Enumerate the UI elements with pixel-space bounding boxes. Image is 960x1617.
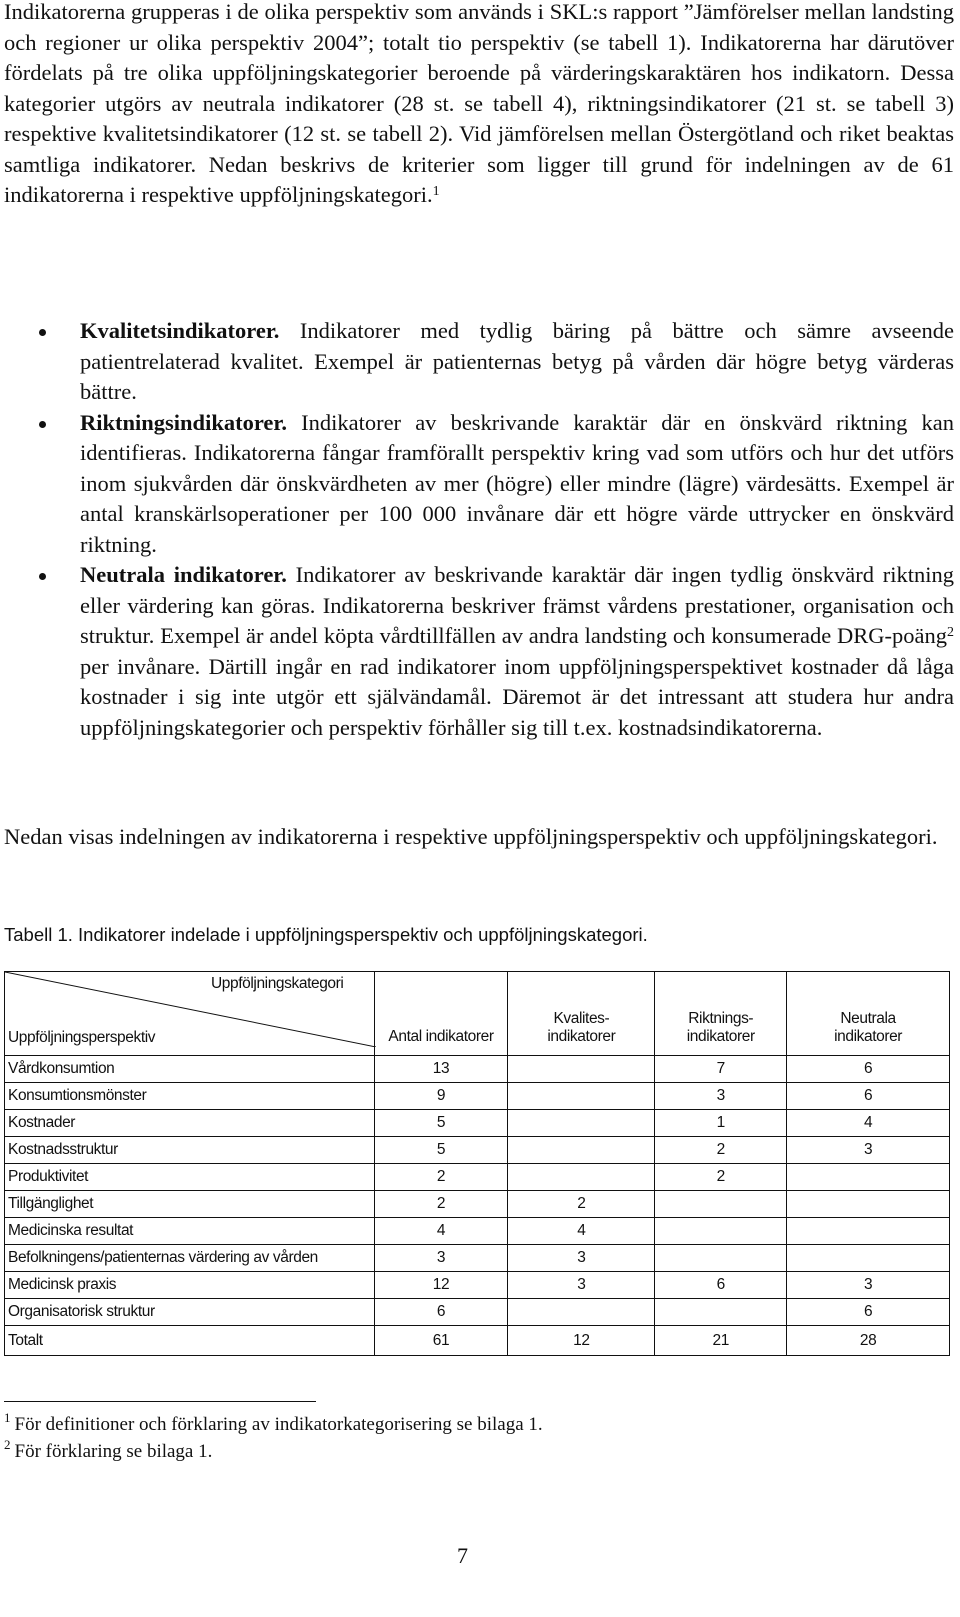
- table-row: [5, 1272, 950, 1299]
- row-label: Produktivitet: [5, 1164, 375, 1191]
- bullet-icon: [39, 573, 46, 580]
- indicator-table: [4, 971, 950, 1356]
- row-label: Tillgänglighet: [5, 1191, 375, 1218]
- row-label: Medicinska resultat: [5, 1218, 375, 1245]
- table-row: [5, 1083, 950, 1110]
- row-label: Konsumtionsmönster: [5, 1083, 375, 1110]
- page-number: 7: [457, 1543, 468, 1568]
- cell-neutral: [787, 1191, 950, 1218]
- list-item-kvalitet: [4, 316, 954, 408]
- cell-riktning: 1: [655, 1110, 787, 1137]
- header-riktning: Riktnings- indikatorer: [655, 972, 787, 1056]
- category-text: Indikatorer med tydlig bäring på bättre och sämre avseende patientrelaterad kvalitet. Exempel är patienternas betyg på vården där högre betyg värderas bättre.: [80, 318, 954, 404]
- footnote-text: För förklaring se bilaga 1.: [14, 1441, 213, 1462]
- cell-antal: 9: [374, 1083, 508, 1110]
- intro-text: Indikatorerna grupperas i de olika perspektiv som används i SKL:s rapport ”Jämförelser mellan landsting och regioner ur olika perspektiv 2004”; totalt tio perspektiv (se tabell 1). Indikatorerna har därutöver fördelats på tre olika uppföljningskategorier beroende på värderingskaraktären hos indikatorn. Dessa kategorier utgörs av neutrala indikatorer (28 st. se tabell 4), riktningsindikatorer (21 st. se tabell 3) respektive kvalitetsindikatorer (12 st. se tabell 2). Vid jämförelsen mellan Östergötland och riket beaktas samtliga indikatorer. Nedan beskrivs de kriterier som ligger till grund för indelningen av de 61 indikatorerna i respektive uppföljningskategori.: [4, 0, 954, 207]
- row-label: Kostnadsstruktur: [5, 1137, 375, 1164]
- cell-antal: 5: [374, 1137, 508, 1164]
- cell-kvalitet: [508, 1083, 655, 1110]
- cell-kvalitet: [508, 1164, 655, 1191]
- row-label: Kostnader: [5, 1110, 375, 1137]
- table-caption: Tabell 1. Indikatorer indelade i uppföljningsperspektiv och uppföljningskategori.: [4, 924, 648, 945]
- cell-riktning: 7: [655, 1056, 787, 1083]
- cell-riktning: 21: [655, 1326, 787, 1356]
- closing-paragraph: Nedan visas indelningen av indikatorerna i respektive uppföljningsperspektiv och uppföljningskategori.: [4, 824, 938, 849]
- cell-neutral: 28: [787, 1326, 950, 1356]
- cell-riktning: 6: [655, 1272, 787, 1299]
- category-text: Indikatorer av beskrivande karaktär där ingen tydlig önskvärd riktning eller värdering kan göras. Indikatorerna beskriver främst vårdens prestationer, organisation och struktur. Exempel är andel köpta vårdtillfällen av andra landsting och konsumerade DRG-poäng: [80, 562, 954, 648]
- row-label: Totalt: [5, 1326, 375, 1356]
- category-term: Riktningsindikatorer.: [80, 409, 287, 435]
- list-item-riktning: [4, 408, 954, 561]
- table-header-row: [5, 972, 950, 1056]
- cell-neutral: 6: [787, 1083, 950, 1110]
- cell-kvalitet: 4: [508, 1218, 655, 1245]
- bullet-icon: [39, 421, 46, 428]
- cell-neutral: 6: [787, 1056, 950, 1083]
- table-row: [5, 1218, 950, 1245]
- table-row: [5, 1056, 950, 1083]
- cell-antal: 2: [374, 1164, 508, 1191]
- category-term: Kvalitetsindikatorer.: [80, 318, 280, 343]
- cell-kvalitet: [508, 1137, 655, 1164]
- bullet-icon: [39, 329, 46, 336]
- cell-neutral: [787, 1218, 950, 1245]
- cell-riktning: 2: [655, 1137, 787, 1164]
- footnote-number: 2: [4, 1437, 11, 1452]
- cell-kvalitet: [508, 1056, 655, 1083]
- cell-antal: 5: [374, 1110, 508, 1137]
- header-antal: Antal indikatorer: [374, 972, 508, 1056]
- cell-antal: 2: [374, 1191, 508, 1218]
- cell-riktning: [655, 1299, 787, 1326]
- intro-paragraph: [4, 0, 954, 211]
- cell-antal: 61: [374, 1326, 508, 1356]
- cell-neutral: [787, 1164, 950, 1191]
- header-kvalitet: Kvalites- indikatorer: [508, 972, 655, 1056]
- corner-header-cell: [5, 972, 375, 1056]
- cell-kvalitet: 2: [508, 1191, 655, 1218]
- cell-kvalitet: 3: [508, 1245, 655, 1272]
- list-item-neutral: [4, 560, 954, 743]
- table-row: [5, 1299, 950, 1326]
- footnote-text: För definitioner och förklaring av indikatorkategorisering se bilaga 1.: [14, 1414, 543, 1435]
- table-row: [5, 1110, 950, 1137]
- cell-riktning: 3: [655, 1083, 787, 1110]
- cell-neutral: 4: [787, 1110, 950, 1137]
- cell-riktning: 2: [655, 1164, 787, 1191]
- cell-kvalitet: 12: [508, 1326, 655, 1356]
- cell-neutral: [787, 1245, 950, 1272]
- cell-riktning: [655, 1218, 787, 1245]
- cell-riktning: [655, 1245, 787, 1272]
- table-row: [5, 1164, 950, 1191]
- category-text-cont: per invånare. Därtill ingår en rad indikatorer inom uppföljningsperspektivet kostnader då låga kostnader i sig inte utgör ett självändamål. Däremot är det intressant att studera hur andra uppföljningskategorier och perspektiv förhåller sig till t.ex. kostnadsindikatorerna.: [80, 653, 954, 740]
- cell-antal: 6: [374, 1299, 508, 1326]
- cell-neutral: 6: [787, 1299, 950, 1326]
- footnote-ref-1: 1: [432, 184, 440, 199]
- table-row: [5, 1137, 950, 1164]
- cell-kvalitet: [508, 1110, 655, 1137]
- cell-antal: 13: [374, 1056, 508, 1083]
- footnote-1: [4, 1410, 543, 1436]
- row-label: Befolkningens/patienternas värdering av vården: [5, 1245, 375, 1272]
- row-label: Organisatorisk struktur: [5, 1299, 375, 1326]
- row-group-label: Uppföljningsperspektiv: [8, 1029, 156, 1046]
- table-row: [5, 1191, 950, 1218]
- cell-neutral: 3: [787, 1137, 950, 1164]
- cell-riktning: [655, 1191, 787, 1218]
- footnote-divider: [4, 1401, 316, 1402]
- cell-antal: 4: [374, 1218, 508, 1245]
- footnote-number: 1: [4, 1410, 11, 1425]
- category-text: Indikatorer av beskrivande karaktär där en önskvärd riktning kan identifieras. Indikatorerna fångar framförallt perspektiv kring vad som utförs och hur det utförs inom sjukvården där önskvärdheten av mer (högre) eller mindre (lägre) värdesätts. Exempel är antal kranskärlsoperationer per 100 000 invånare där ett högre värde uttrycker en önskvärd riktning.: [80, 409, 954, 557]
- footnote-ref-2: 2: [947, 625, 954, 640]
- category-list: [4, 316, 954, 743]
- cell-kvalitet: 3: [508, 1272, 655, 1299]
- cell-neutral: 3: [787, 1272, 950, 1299]
- footnote-2: [4, 1437, 213, 1463]
- column-group-label: Uppföljningskategori: [211, 975, 344, 992]
- cell-kvalitet: [508, 1299, 655, 1326]
- cell-antal: 12: [374, 1272, 508, 1299]
- row-label: Medicinsk praxis: [5, 1272, 375, 1299]
- category-term: Neutrala indikatorer.: [80, 562, 287, 587]
- header-neutral: Neutrala indikatorer: [787, 972, 950, 1056]
- row-label: Vårdkonsumtion: [5, 1056, 375, 1083]
- cell-antal: 3: [374, 1245, 508, 1272]
- table-row: [5, 1245, 950, 1272]
- table-total-row: [5, 1326, 950, 1356]
